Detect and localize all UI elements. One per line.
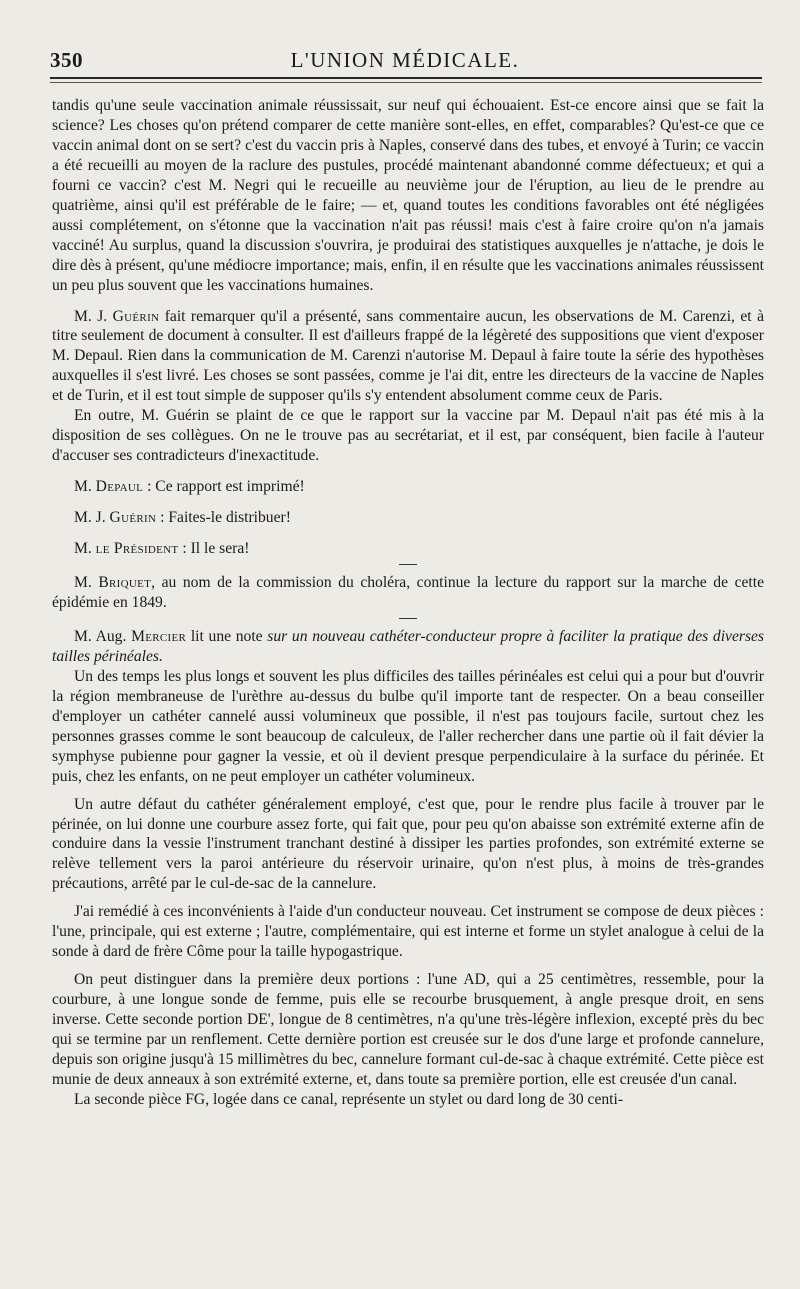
note-title: sur un nouveau cathéter-conducteur propre à faciliter la pratique des diverses tailles périnéales. xyxy=(52,627,765,665)
paragraph-8 xyxy=(52,627,764,667)
speaker-name: Guérin xyxy=(112,307,160,325)
paragraph-7 xyxy=(52,573,764,613)
paragraph-3: En outre, M. Guérin se plaint de ce que le rapport sur la vaccine par M. Depaul n'ait pas été mis à la disposition de ses collègues. On ne le trouve pas au secrétariat, et il est, par conséquent, bien facile à l'auteur d'accuser ses contradicteurs d'inexactitude. xyxy=(52,407,764,465)
section-separator xyxy=(52,559,764,573)
paragraph-11: J'ai remédié à ces inconvénients à l'aide d'un conducteur nouveau. Cet instrument se compose de deux pièces : l'une, principale, qui est externe ; l'autre, complémentaire, qui est interne et forme un stylet analogue à celui de la sonde à dard de frère Côme pour la taille hypogastrique. xyxy=(52,903,764,961)
paragraph-text: : Il le sera! xyxy=(182,540,250,558)
speaker-name: Mercier xyxy=(131,627,187,645)
speaker-name: Depaul xyxy=(95,478,144,496)
paragraph-4 xyxy=(52,477,764,497)
journal-title: L'UNION MÉDICALE. xyxy=(290,48,520,72)
speaker-name: Guérin xyxy=(109,509,157,527)
speaker-prefix: M. J. xyxy=(74,307,108,325)
paragraph-6 xyxy=(52,539,764,559)
page-header xyxy=(50,44,760,80)
speaker-name: Briquet xyxy=(98,574,152,592)
article-body xyxy=(52,96,764,1110)
paragraph-text: : Faites-le distribuer! xyxy=(160,509,291,527)
speaker-prefix: M. xyxy=(74,478,92,496)
speaker-name: le Président xyxy=(95,540,179,558)
speaker-prefix: M. xyxy=(74,540,92,558)
speaker-prefix: M. J. xyxy=(74,509,106,527)
page-number: 350 xyxy=(50,48,83,72)
paragraph-text: fait remarquer qu'il a présenté, sans commentaire aucun, les observations de M. Carenzi, et à titre seulement de document à consulter. Il est d'ailleurs frappé de la légèreté des suppositions que vient d'exposer M. Depaul. Rien dans la communication de M. Carenzi n'autorise M. Depaul à faire toute la série des hypothèses auxquelles il s'est livré. Les choses se sont passées, comme je l'ai dit, entre les directeurs de la vaccine de Naples et de Turin, et il est tout simple de supposer qu'ils s'y entendent absolument comme ceux de Paris. xyxy=(52,307,764,405)
paragraph-text: lit une note xyxy=(190,627,263,645)
paragraph-12: On peut distinguer dans la première deux portions : l'une AD, qui a 25 centimètres, ressemble, pour la courbure, à une longue sonde de femme, puis elle se recourbe brusquement, à angle presque droit, en sens inverse. Cette seconde portion DE', longue de 8 centimètres, n'a qu'une très-légère inflexion, excepté près du bec qui se termine par un renflement. Cette dernière portion est creusée sur le dos d'une large et profonde cannelure, depuis son origine jusqu'à 15 millimètres du bec, cannelure formant cul-de-sac à chaque extrémité. Cette pièce est munie de deux anneaux à son extrémité externe, et, dans toute sa première portion, elle est creusée d'un canal. xyxy=(52,971,764,1088)
paragraph-2 xyxy=(52,307,764,407)
paragraph-10: Un autre défaut du cathéter généralement employé, c'est que, pour le rendre plus facile à trouver par le périnée, on lui donne une courbure assez forte, qui fait que, pour peu qu'on abaisse son extrémité externe afin de conduire dans la vessie l'instrument tranchant destiné à dissiper les parties profondes, son extrémité externe se relève tellement vers la paroi antérieure du réservoir urinaire, qu'on n'est plus, à moins de très-grandes précautions, arrêté par le cul-de-sac de la cannelure. xyxy=(52,795,764,893)
paragraph-text: , au nom de la commission du choléra, continue la lecture du rapport sur la marche de cette épidémie en 1849. xyxy=(52,574,764,611)
header-rule-thick xyxy=(50,77,762,79)
header-rule-thin xyxy=(50,82,762,83)
paragraph-text: : Ce rapport est imprimé! xyxy=(147,478,305,496)
paragraph-9: Un des temps les plus longs et souvent les plus difficiles des tailles périnéales est celui qui a pour but d'ouvrir la région membraneuse de l'urèthre au-dessus du bulbe qu'il importe tant de respecter. On a beau conseiller d'employer un cathéter cannelé aussi volumineux que possible, il n'est pas toujours facile, surtout chez les personnes grasses comme le sont beaucoup de calculeux, de l'aller rechercher dans une partie où il fait dévier la symphyse pubienne pour gagner la vessie, et où il devient presque perpendiculaire à la surface du périnée. Et puis, chez les enfants, on ne peut employer un cathéter volumineux. xyxy=(52,667,764,785)
paragraph-13: La seconde pièce FG, logée dans ce canal, représente un stylet ou dard long de 30 centi- xyxy=(74,1090,624,1108)
paragraph-5 xyxy=(52,508,764,528)
speaker-prefix: M. Aug. xyxy=(74,627,127,645)
section-separator xyxy=(52,613,764,627)
paragraph-1: tandis qu'une seule vaccination animale réussissait, sur neuf qui échouaient. Est-ce encore ainsi que se fait la science? Les choses qu'on prétend comparer de cette manière sont-elles, en effet, comparables? Qu'est-ce que ce vaccin animal dont on se sert? c'est du vaccin pris à Naples, conservé dans des tubes, et envoyé à Turin; ce vaccin a été recueilli au moyen de la raclure des pustules, procédé maintenant abandonné comme défectueux; et qui a fourni ce vaccin? c'est M. Negri qui le recueille au neuvième jour de l'éruption, au lieu de le prendre au quatrième, ainsi qu'il est préférable de le faire; — et, quand toutes les conditions favorables ont été négligées aussi complétement, on s'étonne que la vaccination n'ait pas réussi! mais c'est à faire croire qu'on n'a jamais vacciné! Au surplus, quand la discussion s'ouvrira, je produirai des statistiques auxquelles je n'attache, je dois le dire dès à présent, qu'une médiocre importance; mais, enfin, il en résulte que les vaccinations animales réussissent un peu plus souvent que les vaccinations humaines. xyxy=(52,97,764,294)
speaker-prefix: M. xyxy=(74,574,92,592)
